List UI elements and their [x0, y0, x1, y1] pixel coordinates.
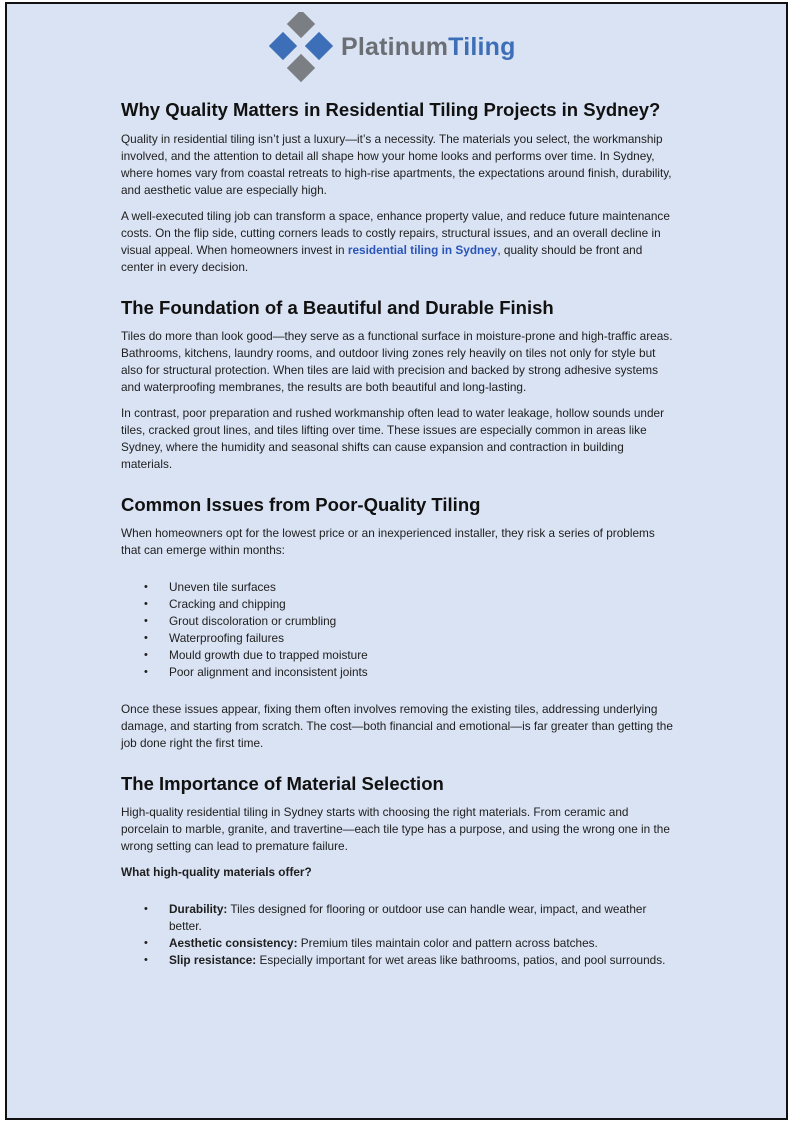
company-logo — [265, 12, 516, 82]
section1-p2-text-before: A well-executed tiling job can transform a space, enhance property value, and reduce future maintenance costs. On the flip side, cutting corners leads to costly repairs, structural issues, and an overall decline in visual appeal. When homeowners invest in — [121, 209, 670, 257]
bullet-icon: • — [144, 632, 148, 644]
list-item — [121, 630, 677, 647]
list-item-desc: Premium tiles maintain color and pattern across batches. — [297, 936, 598, 950]
section4-subheading: What high-quality materials offer? — [121, 865, 312, 879]
logo-word-platinum: Platinum — [341, 32, 449, 61]
residential-tiling-link[interactable]: residential tiling in Sydney — [347, 243, 498, 257]
bullet-icon: • — [144, 598, 148, 610]
section4-intro: High-quality residential tiling in Sydney starts with choosing the right materials. From ceramic and porcelain to marble, granite, and travertine—each tile type has a purpose, and using the wrong one in the wrong setting can lead to premature failure. — [121, 805, 670, 853]
section3-intro: When homeowners opt for the lowest price or an inexperienced installer, they risk a series of problems that can emerge within months: — [121, 526, 655, 557]
section1-p2-text-after: , quality should be front and center in every decision. — [121, 243, 643, 274]
list-item — [121, 647, 677, 664]
list-item — [121, 664, 677, 681]
materials-benefits-list — [121, 901, 677, 969]
bullet-icon: • — [144, 903, 148, 915]
section2-paragraph-1: Tiles do more than look good—they serve as a functional surface in moisture-prone and high-traffic areas. Bathrooms, kitchens, laundry rooms, and outdoor living zones rely heavily on tiles not only for style but also for structural protection. When tiles are laid with precision and backed by strong adhesive systems and waterproofing membranes, the results are both beautiful and long-lasting. — [121, 329, 673, 394]
document-page — [5, 2, 788, 1120]
section1-heading: Why Quality Matters in Residential Tiling Projects in Sydney? — [121, 99, 661, 120]
list-item-text: Mould growth due to trapped moisture — [169, 648, 368, 662]
section1-paragraph-2 — [121, 208, 677, 276]
list-item — [121, 901, 677, 935]
list-item-term: Aesthetic consistency: — [169, 936, 298, 950]
bullet-icon: • — [144, 581, 148, 593]
article-body — [121, 98, 677, 969]
bullet-icon: • — [144, 666, 148, 678]
bullet-icon: • — [144, 937, 148, 949]
bullet-icon: • — [144, 649, 148, 661]
section3-outro: Once these issues appear, fixing them often involves removing the existing tiles, addressing underlying damage, and starting from scratch. The cost—both financial and emotional—is far greater than getting the job done right the first time. — [121, 702, 673, 750]
section2-paragraph-2: In contrast, poor preparation and rushed workmanship often lead to water leakage, hollow sounds under tiles, cracked grout lines, and tiles lifting over time. These issues are especially common in areas like Sydney, where the humidity and seasonal shifts can cause expansion and contraction in building materials. — [121, 406, 664, 471]
list-item — [121, 952, 677, 969]
list-item-text: Grout discoloration or crumbling — [169, 614, 337, 628]
list-item-desc: Tiles designed for flooring or outdoor use can handle wear, impact, and weather better. — [169, 902, 647, 933]
list-item-desc: Especially important for wet areas like bathrooms, patios, and pool surrounds. — [256, 953, 666, 967]
bullet-icon: • — [144, 615, 148, 627]
logo-wordmark — [341, 33, 516, 62]
list-item — [121, 935, 677, 952]
logo-word-tiling: Tiling — [448, 32, 516, 61]
list-item — [121, 596, 677, 613]
section2-heading: The Foundation of a Beautiful and Durable Finish — [121, 297, 554, 318]
list-item-text: Cracking and chipping — [169, 597, 286, 611]
list-item-text: Waterproofing failures — [169, 631, 284, 645]
list-item-text: Uneven tile surfaces — [169, 580, 276, 594]
issues-list — [121, 579, 677, 681]
list-item-term: Slip resistance: — [169, 953, 257, 967]
list-item-text: Poor alignment and inconsistent joints — [169, 665, 368, 679]
list-item-term: Durability: — [169, 902, 228, 916]
bullet-icon: • — [144, 954, 148, 966]
diamond-logo-icon — [265, 12, 337, 82]
section4-heading: The Importance of Material Selection — [121, 773, 444, 794]
section1-paragraph-1: Quality in residential tiling isn’t just a luxury—it’s a necessity. The materials you select, the workmanship involved, and the attention to detail all shape how your home looks and performs over time. In Sydney, where homes vary from coastal retreats to high-rise apartments, the expectations around finish, durability, and aesthetic value are especially high. — [121, 132, 672, 197]
list-item — [121, 579, 677, 596]
list-item — [121, 613, 677, 630]
section3-heading: Common Issues from Poor-Quality Tiling — [121, 494, 481, 515]
